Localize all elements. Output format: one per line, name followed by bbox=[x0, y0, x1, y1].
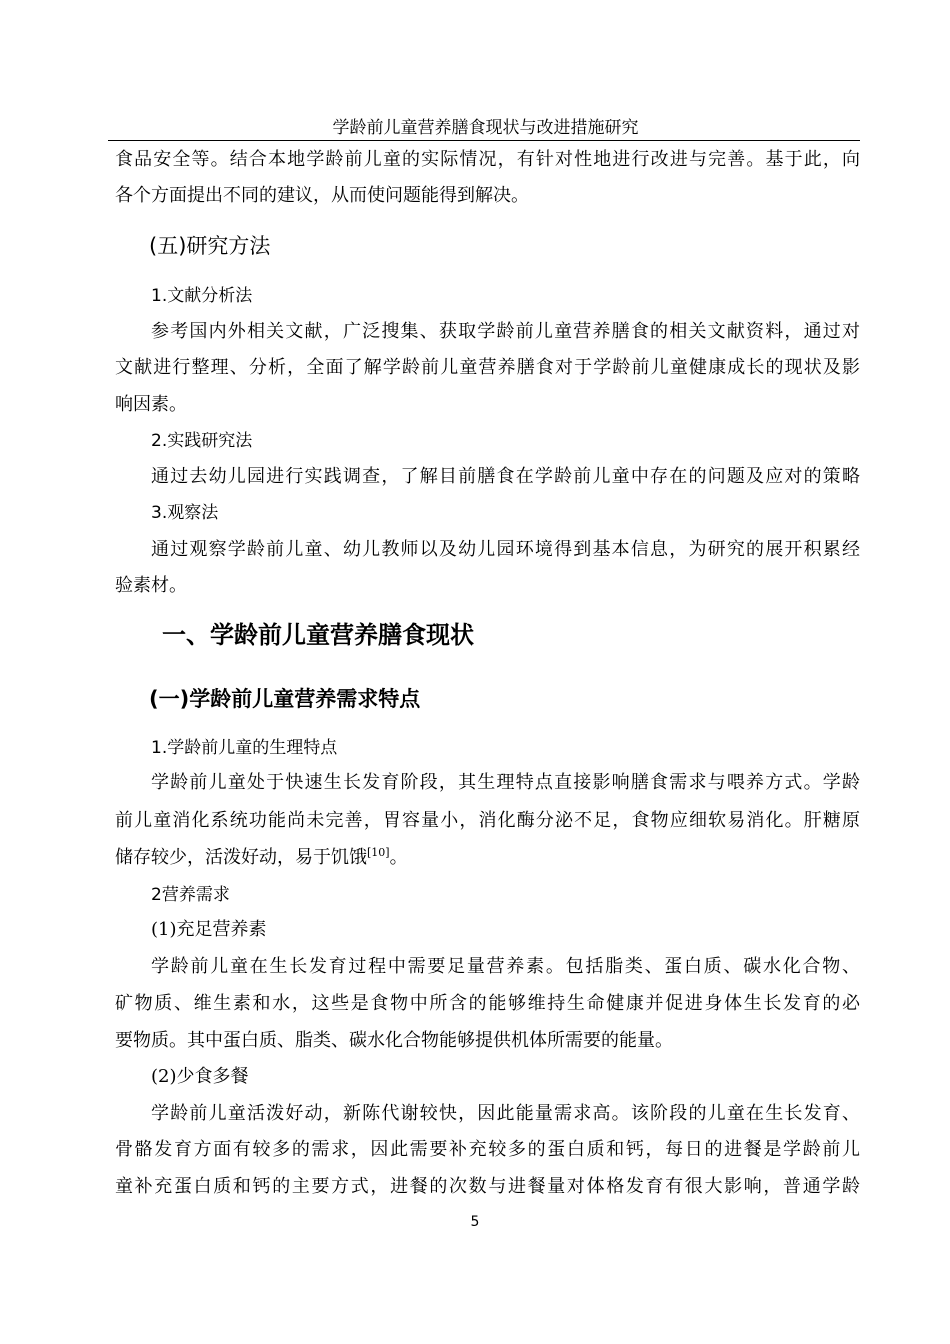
section-heading: (一)学龄前儿童营养需求特点 bbox=[149, 687, 421, 711]
body-text-line: 学龄前儿童在生长发育过程中需要足量营养素。包括脂类、蛋白质、碳水化合物、 bbox=[151, 956, 860, 977]
body-text-line: 要物质。其中蛋白质、脂类、碳水化合物能够提供机体所需要的能量。 bbox=[115, 1030, 673, 1051]
body-text: 储存较少，活泼好动，易于饥饿 bbox=[115, 847, 367, 868]
body-text-line: 前儿童消化系统功能尚未完善，胃容量小，消化酶分泌不足，食物应细软易消化。肝糖原 bbox=[115, 810, 860, 831]
citation-reference: [10] bbox=[367, 846, 390, 859]
body-text-line: 食品安全等。结合本地学龄前儿童的实际情况，有针对性地进行改进与完善。基于此，向 bbox=[115, 149, 860, 170]
header-rule bbox=[108, 140, 860, 141]
body-text-line: 骨骼发育方面有较多的需求，因此需要补充较多的蛋白质和钙，每日的进餐是学龄前儿 bbox=[115, 1139, 860, 1160]
body-text-line: 通过去幼儿园进行实践调查，了解目前膳食在学龄前儿童中存在的问题及应对的策略 bbox=[151, 466, 860, 487]
section-heading: (五)研究方法 bbox=[149, 234, 271, 258]
body-text-line: 文献进行整理、分析，全面了解学龄前儿童营养膳食对于学龄前儿童健康成长的现状及影 bbox=[115, 357, 860, 378]
body-text-line: 验素材。 bbox=[115, 575, 187, 596]
subsection-heading: 2.实践研究法 bbox=[151, 431, 253, 451]
subsection-heading: 1.学龄前儿童的生理特点 bbox=[151, 738, 338, 758]
body-text-line: 各个方面提出不同的建议，从而使问题能得到解决。 bbox=[115, 185, 529, 206]
body-text-line: 矿物质、维生素和水，这些是食物中所含的能够维持生命健康并促进身体生长发育的必 bbox=[115, 993, 860, 1014]
item-heading: (2)少食多餐 bbox=[151, 1066, 249, 1087]
subsection-heading: 3.观察法 bbox=[151, 503, 219, 523]
body-text-line: 童补充蛋白质和钙的主要方式，进餐的次数与进餐量对体格发育有很大影响，普通学龄 bbox=[115, 1176, 860, 1197]
page-number: 5 bbox=[470, 1214, 480, 1230]
body-text-line: 响因素。 bbox=[115, 394, 187, 415]
subsection-heading: 2营养需求 bbox=[151, 885, 230, 905]
subsection-heading: 1.文献分析法 bbox=[151, 286, 253, 306]
item-heading: (1)充足营养素 bbox=[151, 919, 267, 940]
running-header: 学龄前儿童营养膳食现状与改进措施研究 bbox=[332, 118, 639, 138]
body-text-line bbox=[115, 846, 860, 870]
body-text-line: 参考国内外相关文献，广泛搜集、获取学龄前儿童营养膳食的相关文献资料，通过对 bbox=[151, 321, 860, 342]
body-text-line: 通过观察学龄前儿童、幼儿教师以及幼儿园环境得到基本信息，为研究的展开积累经 bbox=[151, 539, 860, 560]
body-text-line: 学龄前儿童处于快速生长发育阶段，其生理特点直接影响膳食需求与喂养方式。学龄 bbox=[151, 772, 860, 793]
body-text: 。 bbox=[389, 847, 408, 868]
chapter-heading: 一、学龄前儿童营养膳食现状 bbox=[162, 621, 474, 649]
body-text-line: 学龄前儿童活泼好动，新陈代谢较快，因此能量需求高。该阶段的儿童在生长发育、 bbox=[151, 1103, 860, 1124]
